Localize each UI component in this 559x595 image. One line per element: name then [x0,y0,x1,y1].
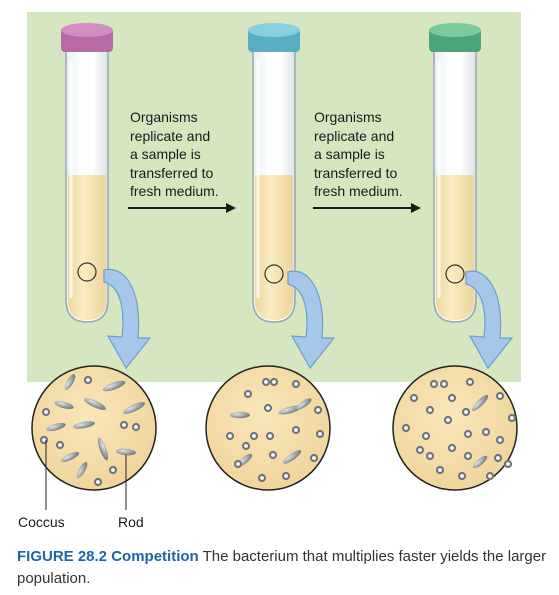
step-2-line-1: Organisms [314,109,382,125]
figure-title: Competition [111,548,199,565]
coccus-label: Coccus [18,514,65,530]
figure-caption-text: The bacterium that multiplies faster yields the larger population. [17,548,547,587]
magnified-view-3 [393,366,517,490]
step-1-line-4: transferred to [130,164,214,181]
step-1-line-3: a sample is [130,146,201,162]
rod-label: Rod [118,514,144,530]
step-2-line-5: fresh medium. [314,183,403,199]
step-1-line-1: Organisms [130,109,198,125]
step-1-line-2: replicate and [130,127,211,144]
step-text-1 [130,108,219,201]
step-2-line-2: replicate and [314,127,395,144]
step-2-line-3: a sample is [314,146,385,162]
figure-number: FIGURE 28.2 [17,548,108,565]
step-2-line-4: transferred to [314,164,398,181]
figure-caption [17,546,547,590]
step-text-2 [314,108,403,201]
step-1-line-5: fresh medium. [130,183,219,199]
